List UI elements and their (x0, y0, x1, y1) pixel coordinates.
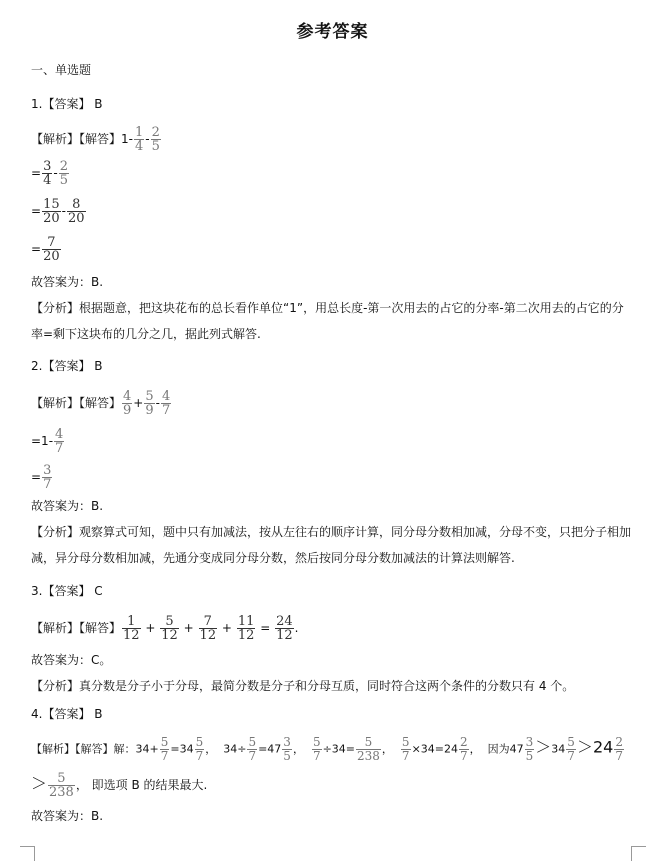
fraction: $\frac{7}{20}$ (43, 235, 60, 264)
fraction: $\frac{5}{7}$ (312, 735, 321, 763)
fraction: $\frac{4}{7}$ (161, 389, 171, 418)
q1-analysis: 【分析】根据题意，把这块花布的总长看作单位“1”，用总长度-第一次用去的占它的分率-第二次用去的占它的分率=剩下这块布的几分之几，据此列式解答. (31, 301, 624, 341)
fraction: $\frac{11}{12}$ (237, 614, 255, 643)
q4-solution-label: 【解析】【解答】解： (31, 742, 136, 756)
fraction: $\frac{5}{12}$ (161, 614, 178, 643)
q2-analysis: 【分析】观察算式可知，题中只有加减法，按从左往右的顺序计算，同分母分数相加减，分母不变，只把分子相加减，异分母分数相加减，先通分变成同分母分数，然后按同分母分数加减法的计算法则解答. (31, 525, 632, 565)
page-corner-mark (631, 846, 646, 861)
fraction: $\frac{2}{5}$ (151, 125, 160, 154)
q4-conclusion: 故答案为：B. (31, 809, 104, 823)
page-title: 参考答案 (296, 22, 369, 42)
q2-step2: = $\frac{3}{7}$ (31, 463, 52, 492)
q3-solution-label: 【解析】【解答】 (31, 621, 122, 635)
q2-solution-label: 【解析】【解答】 (31, 396, 122, 410)
q1-step2: = $\frac{15}{20}$ - $\frac{8}{20}$ (31, 197, 85, 226)
fraction: $\frac{2}{5}$ (59, 159, 68, 188)
fraction: $\frac{7}{12}$ (199, 614, 217, 643)
fraction: $\frac{4}{7}$ (55, 427, 64, 456)
q3-conclusion: 故答案为：C。 (31, 653, 112, 667)
fraction: $\frac{5}{7}$ (567, 735, 575, 763)
fraction: $\frac{4}{9}$ (123, 389, 132, 418)
page-corner-mark (20, 846, 35, 861)
q1-answer: 1.【答案】 B (31, 97, 103, 111)
fraction: $\frac{5}{7}$ (248, 735, 257, 763)
fraction: $\frac{3}{7}$ (43, 463, 52, 492)
fraction: $\frac{3}{4}$ (43, 159, 52, 188)
fraction: $\frac{1}{12}$ (123, 614, 140, 643)
q2-solution-line1: 【解析】【解答】 $\frac{4}{9}$ + $\frac{5}{9}$ - $\frac{4}{7}$ (31, 389, 171, 418)
fraction: $\frac{2}{7}$ (460, 735, 468, 763)
fraction: $\frac{24}{12}$ (276, 614, 293, 643)
fraction: $\frac{5}{238}$ (357, 735, 380, 763)
fraction: $\frac{5}{238}$ (49, 771, 74, 800)
q4-solution-line2: ＞ $\frac{5}{238}$ ， 即选项 B 的结果最大. (31, 771, 208, 800)
fraction: $\frac{8}{20}$ (67, 197, 85, 226)
fraction: $\frac{3}{5}$ (525, 735, 534, 763)
q2-step1: =1- $\frac{4}{7}$ (31, 427, 64, 456)
q1-solution-label: 【解析】【解答】1- (31, 132, 133, 146)
fraction: $\frac{5}{7}$ (195, 735, 204, 763)
fraction: $\frac{15}{20}$ (43, 197, 60, 226)
q4-answer: 4.【答案】 B (31, 707, 103, 721)
fraction: $\frac{5}{9}$ (145, 389, 154, 418)
section-heading: 一、单选题 (31, 63, 92, 77)
q3-analysis: 【分析】真分数是分子小于分母，最简分数是分子和分母互质，同时符合这两个条件的分数只有 4 个。 (31, 679, 575, 693)
q2-conclusion: 故答案为：B. (31, 499, 104, 513)
q1-step1: = $\frac{3}{4}$ - $\frac{2}{5}$ (31, 159, 68, 188)
fraction: $\frac{1}{4}$ (134, 125, 144, 154)
q1-step3: = $\frac{7}{20}$ (31, 235, 60, 264)
q3-answer: 3.【答案】 C (31, 584, 103, 598)
fraction: $\frac{5}{7}$ (160, 735, 169, 763)
fraction: $\frac{5}{7}$ (401, 735, 410, 763)
q2-answer: 2.【答案】 B (31, 359, 103, 373)
q3-solution-line1: 【解析】【解答】 $\frac{1}{12}$ + $\frac{5}{12}$ + $\frac{7}{12}$ + $\frac{11}{12}$ = $\frac{24}{12}$ . (31, 614, 299, 643)
fraction: $\frac{2}{7}$ (615, 735, 623, 763)
q4-solution-line1: 【解析】【解答】解：34+ $\frac{5}{7}$ =34 $\frac{5}{7}$ ， 34÷ $\frac{5}{7}$ =47 $\frac{3}{5}$ ， $\frac{5}{7}$ ÷34= $\frac{5}{238}$ ， $\frac{5}{7}$ ×34=24 $\frac{2}{7}$ ， 因为47 $\frac{3}{5}$ ＞34 $\frac{5}{7}$ ＞24 $\frac{2}{7}$ (31, 735, 623, 763)
q1-conclusion: 故答案为：B. (31, 275, 104, 289)
fraction: $\frac{3}{5}$ (283, 735, 291, 763)
q1-solution-line1: 【解析】【解答】1- $\frac{1}{4}$ - $\frac{2}{5}$ (31, 125, 160, 154)
